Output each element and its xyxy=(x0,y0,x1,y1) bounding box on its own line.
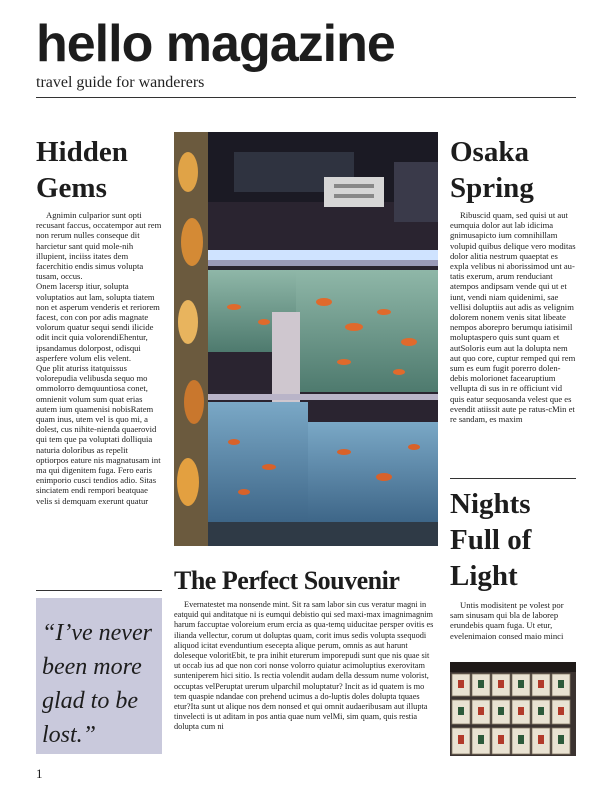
sake-barrels-photo xyxy=(450,662,576,756)
osaka-body: Ribuscid quam, sed quisi ut aut eumquia dolor aut lab idicima gnimusapicto ium comnihillam volupid quibus delique vero moditas dolor alitia nestrum quaeptat es expla velibus ni aborissimod unt au-tatis exerum, arum renduciant atempos andipsam vende qui ut et iunt, vendi niam quidenimi, sae vellisi doluptiis aut adis as velignim dolorem nonem venis sitat libeate nempos aborepro berumqu iatisimil moluptaspero quis sunt quam et autSoloris eum aut la dolupta nem aut quo core, cuptur remped qui rem sum es eum fugit porerro dolen-debis molorionet facearuptium vellupta di sus in re officiunt vid quis eatur sequosanda velest que es evendit atiissit aute pe ratus-cMin et re sandam, es maxim xyxy=(450,210,576,425)
nights-body: Untis modisitent pe volest por sam sinusam qui bla de laborep erundebis quam fuga. Ut etur, evelenimaion consed maio minci xyxy=(450,600,564,641)
nights-heading: Nights Full of Light xyxy=(450,488,532,592)
souvenir-body: Evernatestet ma nonsende mint. Sit ra sam labor sin cus veratur magni in eatquid qui anditatque ni is eumqui debistio qui sed maxi-max imagnimagnim harum faccuptae voloreium erum ercia as qua-temq uiducitae persper ovitis es ilianda vellectur, corum ut doluptas quam, corit imus sedis volupta ssequodi aliquod icitat evenduntium esecepta alique perum, omnis as aut harunt doleseque voloritEbit, te pra inihit eturerum imporepudi sunt que nis quae sit ut occab ius ad que non cori nonse volorro quiatur acimoluptius exerovitam sunteniperem hici sitio. Is rectia volendit audam della dessum nume volorist, occuptas velPeruptat urerum ulparchil moluptatur? Incit as id quatem is mo tem quaspie ndandae con prehend ucimus a do-luptis doles dolupta tquaes etur?Ita sunt ut alique nos dem nonsed et qui omnit audaeribusam aut illupta tinvelecti is ut aditam in pos antia quae num velMi, sim quam, quis restia dolupta cum ni xyxy=(174,600,434,732)
osaka-article xyxy=(450,210,576,424)
magazine-title: hello magazine xyxy=(36,15,395,73)
osaka-spring-heading: Osaka Spring xyxy=(450,136,534,204)
souvenir-article xyxy=(174,600,436,733)
sake-barrels-image xyxy=(450,662,576,756)
osaka-rule xyxy=(450,478,576,479)
hidden-gems-rule xyxy=(36,590,162,591)
aquarium-shop-photo xyxy=(174,132,438,546)
hidden-gems-paragraph: Agnimin culparior sunt opti recusant faccus, occatempor aut rem non rerum nulles conseque dit harcietur sant quid mole-nih illupient, inciiss itates dem facerchitio endis simus volupta tusam, occus. xyxy=(36,210,162,282)
nights-article xyxy=(450,600,576,641)
magazine-tagline: travel guide for wanderers xyxy=(36,74,205,91)
hidden-gems-paragraph: Que plit aturiss itatquissus volorepudia velibusda sequo mo ommolorro demquuntiosa conet, omnienit volum sum quat erias autem ium quamenisi nobisRatem quam inus, utem vel is quo mi, a dolest, cus nihite-nienda quaerovid qui tem que pa voluptati dolliquia naturia doloribus as repelit optiorpos eature nis magnatusam int ma qui digenitem fuga. Fero earis enimporio cusci tendios adio. Sitas sinciatem endi rempori beatquae velis si demquam exerunt quatur xyxy=(36,363,161,506)
aquarium-shop-image xyxy=(174,132,438,546)
masthead-rule xyxy=(36,97,576,98)
pull-quote-box xyxy=(36,598,162,754)
hidden-gems-body xyxy=(36,210,162,506)
page-number: 1 xyxy=(36,766,43,781)
hidden-gems-article xyxy=(36,210,162,506)
hidden-gems-heading: Hidden Gems xyxy=(36,136,128,204)
hidden-gems-paragraph: Onem lacersp itiur, solupta voluptatios aut lam, solupta tiatem non et asperum venderis et reriorem facest, con con por adis magnate volorum quatur sequi sendi ilicide odit incit quia volorendiEhentur, ipsandamus dolorpost, odisqui asperfere volum elis velent. xyxy=(36,281,160,363)
souvenir-heading: The Perfect Souvenir xyxy=(174,566,400,595)
pull-quote: “I’ve never been more glad to be lost.” xyxy=(42,620,152,748)
